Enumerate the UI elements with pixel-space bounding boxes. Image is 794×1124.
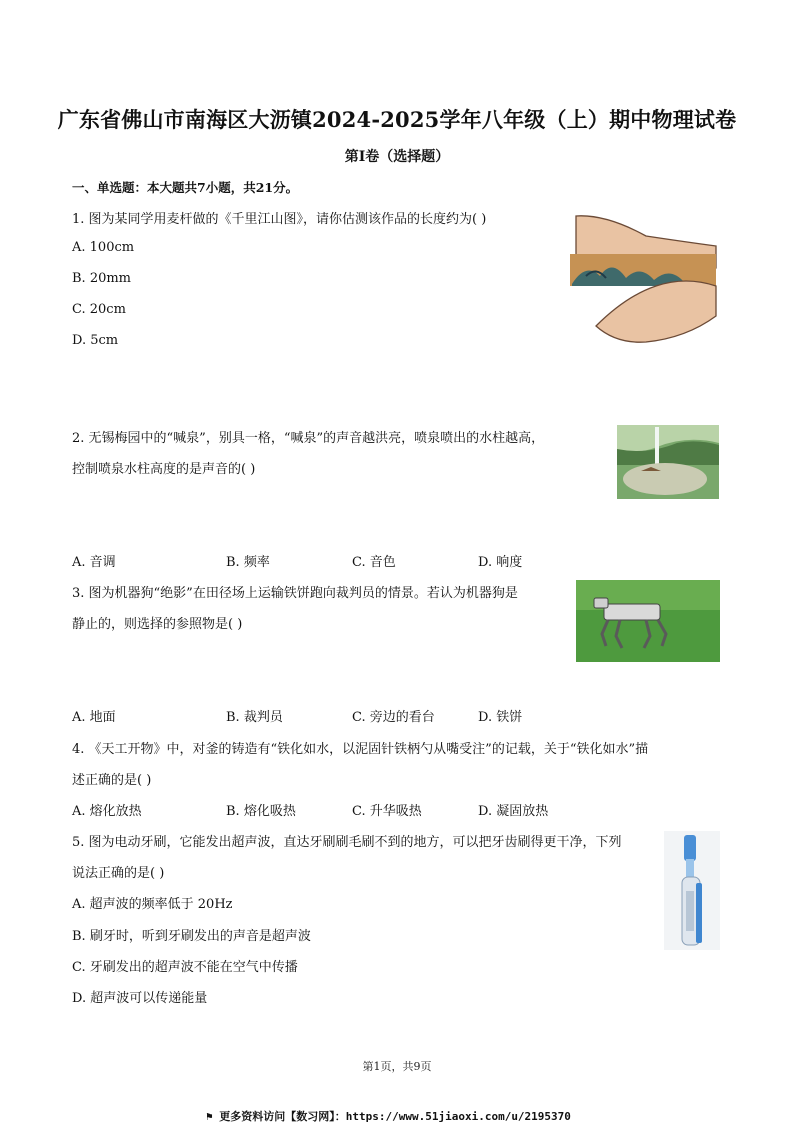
section-heading: 一、单选题：本大题共7小题，共21分。 <box>72 180 299 195</box>
question-1-option-c: C. 20cm <box>72 302 126 317</box>
resource-banner-text: 更多资料访问【数习网】：https://www.51jiaoxi.com/u/2195370 <box>219 1110 571 1123</box>
question-4-option-d: D. 凝固放热 <box>478 804 549 819</box>
question-1-stem: 1. 图为某同学用麦杆做的《千里江山图》，请你估测该作品的长度约为( ) <box>72 212 487 227</box>
resource-banner[interactable] <box>206 1108 571 1124</box>
electric-toothbrush-image <box>664 831 720 950</box>
question-3-stem-line-1: 3. 图为机器狗“绝影”在田径场上运输铁饼跑向裁判员的情景。若认为机器狗是 <box>72 586 518 601</box>
question-5-option-c: C. 牙刷发出的超声波不能在空气中传播 <box>72 960 298 975</box>
robot-dog-image <box>576 580 720 662</box>
question-3-option-d: D. 铁饼 <box>478 710 523 725</box>
volume-subtitle: 第I卷（选择题） <box>344 149 450 165</box>
hands-painting-image <box>566 206 720 344</box>
question-5-stem-line-1: 5. 图为电动牙刷，它能发出超声波，直达牙刷刷毛刷不到的地方，可以把牙齿刷得更干净，下列 <box>72 835 622 850</box>
question-2-option-d: D. 响度 <box>478 555 523 570</box>
question-4-option-b: B. 熔化吸热 <box>226 804 296 819</box>
page-number: 第1页，共9页 <box>362 1060 432 1073</box>
question-1-option-a: A. 100cm <box>72 240 135 255</box>
question-4-option-c: C. 升华吸热 <box>352 804 422 819</box>
question-4-stem-line-1: 4. 《天工开物》中，对釜的铸造有“铁化如水，以泥固针铁柄勺从嘴受注”的记载，关于“铁化如水”描 <box>72 742 649 757</box>
question-5-option-a: A. 超声波的频率低于 20Hz <box>72 897 233 912</box>
question-3-option-a: A. 地面 <box>72 710 116 725</box>
question-3-stem-line-2: 静止的，则选择的参照物是( ) <box>72 617 243 632</box>
question-1-option-b: B. 20mm <box>72 271 132 286</box>
question-2-option-c: C. 音色 <box>352 555 396 570</box>
page-title: 广东省佛山市南海区大沥镇2024-2025学年八年级（上）期中物理试卷 <box>57 107 737 132</box>
question-2-option-b: B. 频率 <box>226 555 270 570</box>
question-2-stem-line-2: 控制喷泉水柱高度的是声音的( ) <box>72 462 256 477</box>
question-5-option-b: B. 刷牙时，听到牙刷发出的声音是超声波 <box>72 929 311 944</box>
question-1-option-d: D. 5cm <box>72 333 119 348</box>
question-4-stem-line-2: 述正确的是( ) <box>72 773 152 788</box>
question-3-option-c: C. 旁边的看台 <box>352 710 435 725</box>
flag-icon: ⚑ <box>206 1110 213 1123</box>
question-2-option-a: A. 音调 <box>72 555 116 570</box>
question-5-option-d: D. 超声波可以传递能量 <box>72 991 208 1006</box>
question-2-stem-line-1: 2. 无锡梅园中的“喊泉”，别具一格，“喊泉”的声音越洪亮，喷泉喷出的水柱越高， <box>72 431 545 446</box>
question-4-option-a: A. 熔化放热 <box>72 804 142 819</box>
fountain-image <box>617 425 719 499</box>
question-5-stem-line-2: 说法正确的是( ) <box>72 866 165 881</box>
question-3-option-b: B. 裁判员 <box>226 710 283 725</box>
